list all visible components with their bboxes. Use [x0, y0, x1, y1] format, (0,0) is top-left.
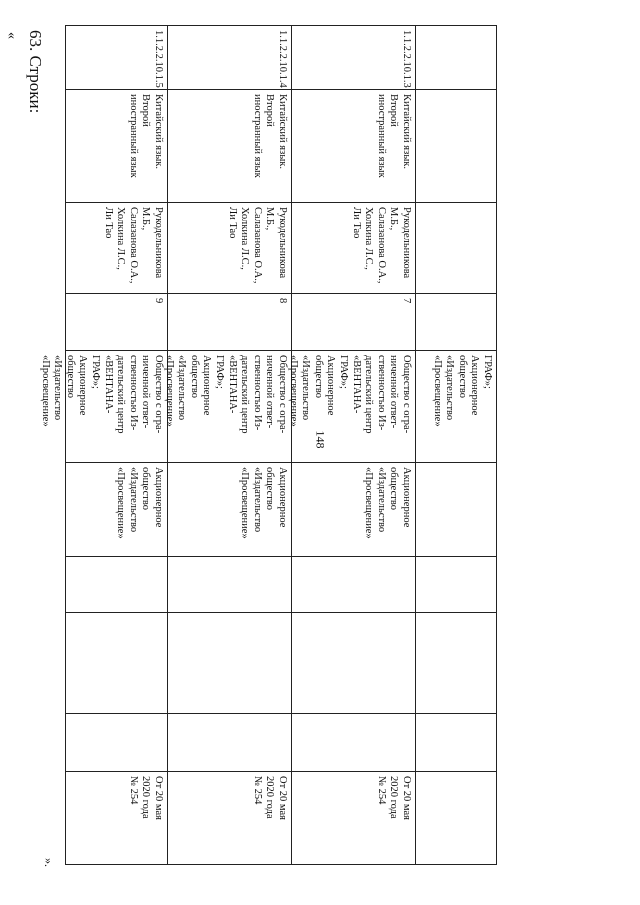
- cell-authors: [416, 203, 496, 294]
- cell-order: От 20 мая 2020 года № 254: [251, 776, 288, 820]
- cell-code: 1.1.2.2.10.1.5: [66, 26, 167, 90]
- cell-authors: Рукодельникова М.Б., Салазанова О.А., Холкина Л.С., Ли Тао: [168, 203, 291, 294]
- cell-order: От 20 мая 2020 года № 254: [375, 776, 412, 820]
- cell-empty: [66, 714, 167, 772]
- closing-quote-mark: ».: [42, 858, 56, 867]
- cell-empty: [66, 613, 167, 714]
- rotated-sheet: [0, 20, 497, 905]
- cell-empty: [416, 613, 496, 714]
- table-row: [39, 26, 167, 864]
- cell-subject: Китайский язык. Второй иностранный язык: [292, 90, 415, 203]
- cell-publisher: Общество с огра- ниченной ответ- ственностью Из- дательский центр «ВЕНТАНА- ГРАФ»; Акционерное общество «Издательство «Просвещение»: [168, 351, 291, 463]
- table-row: [415, 26, 496, 864]
- cell-empty: [168, 613, 291, 714]
- cell-empty: [66, 557, 167, 613]
- cell-grade: 8: [168, 294, 291, 351]
- cell-empty: [292, 714, 415, 772]
- cell-order: От 20 мая 2020 года № 254: [127, 776, 164, 820]
- cell-subject: Китайский язык. Второй иностранный язык: [66, 90, 167, 203]
- opening-quote-mark: «: [4, 32, 19, 39]
- cell-empty: [416, 557, 496, 613]
- cell-rights-holder: Акционерное общество «Издательство «Просвещение»: [168, 463, 291, 557]
- cell-grade: 7: [292, 294, 415, 351]
- cell-publisher: Общество с огра- ниченной ответ- ственностью Из- дательский центр «ВЕНТАНА- ГРАФ»; Акционерное общество «Издательство «Просвещение»: [292, 351, 415, 463]
- table-row: [287, 26, 415, 864]
- cell-grade: 9: [66, 294, 167, 351]
- cell-publisher: ГРАФ»; Акционерное общество «Издательство «Просвещение»: [416, 351, 496, 463]
- cell-empty: [168, 714, 291, 772]
- cell-empty: [168, 557, 291, 613]
- cell-authors: Рукодельникова М.Б., Салазанова О.А., Холкина Л.С., Ли Тао: [292, 203, 415, 294]
- cell-rights-holder: [416, 463, 496, 557]
- textbook-table: [39, 25, 497, 865]
- cell-empty: [292, 613, 415, 714]
- cell-authors: Рукодельникова М.Б., Салазанова О.А., Холкина Л.С., Ли Тао: [66, 203, 167, 294]
- cell-code: 1.1.2.2.10.1.3: [292, 26, 415, 90]
- cell-publisher: Общество с огра- ниченной ответ- ственностью Из- дательский центр «ВЕНТАНА- ГРАФ»; Акционерное общество «Издательство «Просвещение»: [66, 351, 167, 463]
- cell-grade: [416, 294, 496, 351]
- cell-subject: Китайский язык. Второй иностранный язык: [168, 90, 291, 203]
- section-heading: 63. Строки:: [26, 30, 45, 114]
- cell-empty: [292, 557, 415, 613]
- cell-rights-holder: Акционерное общество «Издательство «Просвещение»: [66, 463, 167, 557]
- cell-order: [416, 772, 496, 866]
- cell-code: [416, 26, 496, 90]
- cell-empty: [416, 714, 496, 772]
- cell-rights-holder: Акционерное общество «Издательство «Просвещение»: [292, 463, 415, 557]
- cell-code: 1.1.2.2.10.1.4: [168, 26, 291, 90]
- page-number: 148: [313, 430, 328, 449]
- cell-subject: [416, 90, 496, 203]
- table-row: [163, 26, 291, 864]
